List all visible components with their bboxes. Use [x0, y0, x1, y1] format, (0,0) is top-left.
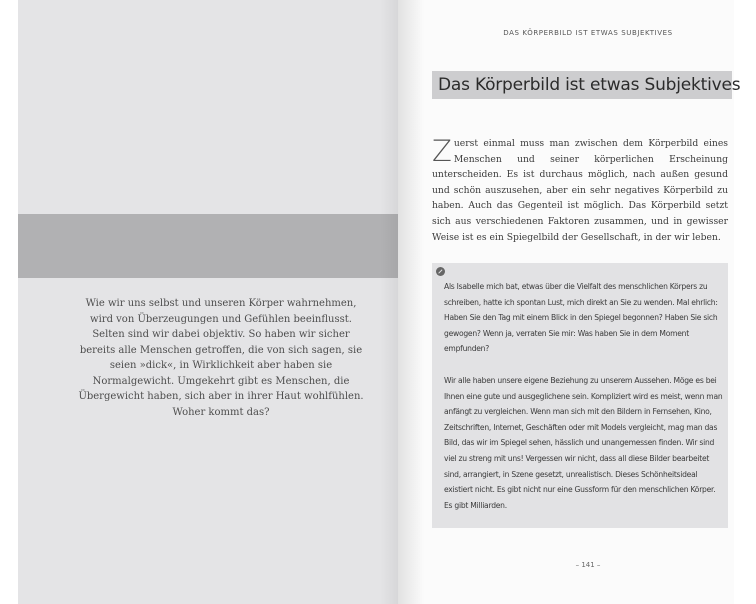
intro-quote: Wie wir uns selbst und unseren Körper wahrnehmen, wird von Überzeugungen und Gefühlen beeinflusst. Selten sind wir dabei objektiv. So haben wir sicher bereits alle Menschen getroffen, die von sich sagen, sie seien »dick«, in Wirklichkeit aber haben sie Normalgewicht. Umgekehrt gibt es Menschen, die Übergewicht haben, sich aber in ihrer Haut wohlfühlen. Woher kommt das? — [78, 298, 364, 418]
running-head: DAS KÖRPERBILD IST ETWAS SUBJEKTIVES — [503, 29, 673, 37]
note-box — [432, 263, 728, 528]
right-page — [398, 0, 741, 604]
note-paragraph-1: Als Isabelle mich bat, etwas über die Vielfalt des menschlichen Körpers zu schreiben, hatte ich spontan Lust, mich direkt an Sie zu wenden. Mal ehrlich: Haben Sie den Tag mit einem Blick in den Spiegel begonnen? Haben Sie sich gewogen? Wenn ja, verraten Sie mir: Was haben Sie in dem Moment empfunden? — [444, 282, 718, 354]
page-number: – 141 – — [575, 561, 601, 569]
book-spread — [18, 0, 741, 604]
note-paragraph-2: Wir alle haben unsere eigene Beziehung zu unserem Aussehen. Möge es bei Ihnen eine gute und ausgeglichene sein. Kompliziert wird es meist, wenn man anfängt zu vergleichen. Wenn man sich mit den Bildern in Fernsehen, Kino, Zeitschriften, Internet, Geschäften oder mit Models vergleicht, mag man das Bild, das wir im Spiegel sehen, hässlich und unangemessen finden. Wir sind viel zu streng mit uns! Vergessen wir nicht, dass all diese Bilder bearbeitet sind, arrangiert, in Szene gesetzt, unrealistisch. Dieses Schönheitsideal existiert nicht. Es gibt nicht nur eine Gussform für den menschlichen Körper. Es gibt Milliarden. — [444, 376, 723, 510]
body-text: uerst einmal muss man zwischen dem Körperbild eines Menschen und seiner körperlichen Erscheinung unterscheiden. Es ist durchaus möglich, nach außen gesund und schön auszusehen, aber ein sehr negatives Körperbild zu haben. Auch das Gegenteil ist möglich. Das Körperbild setzt sich aus verschiedenen Faktoren zusammen, und in gewisser Weise ist es ein Spiegelbild der Gesellschaft, in der wir leben. — [432, 138, 728, 243]
drop-cap: Z — [432, 134, 452, 168]
body-paragraph — [432, 136, 728, 245]
left-page — [18, 0, 398, 604]
pencil-icon — [436, 267, 445, 276]
chapter-title: Das Körperbild ist etwas Subjektives — [438, 75, 741, 95]
decorative-band — [18, 214, 398, 278]
